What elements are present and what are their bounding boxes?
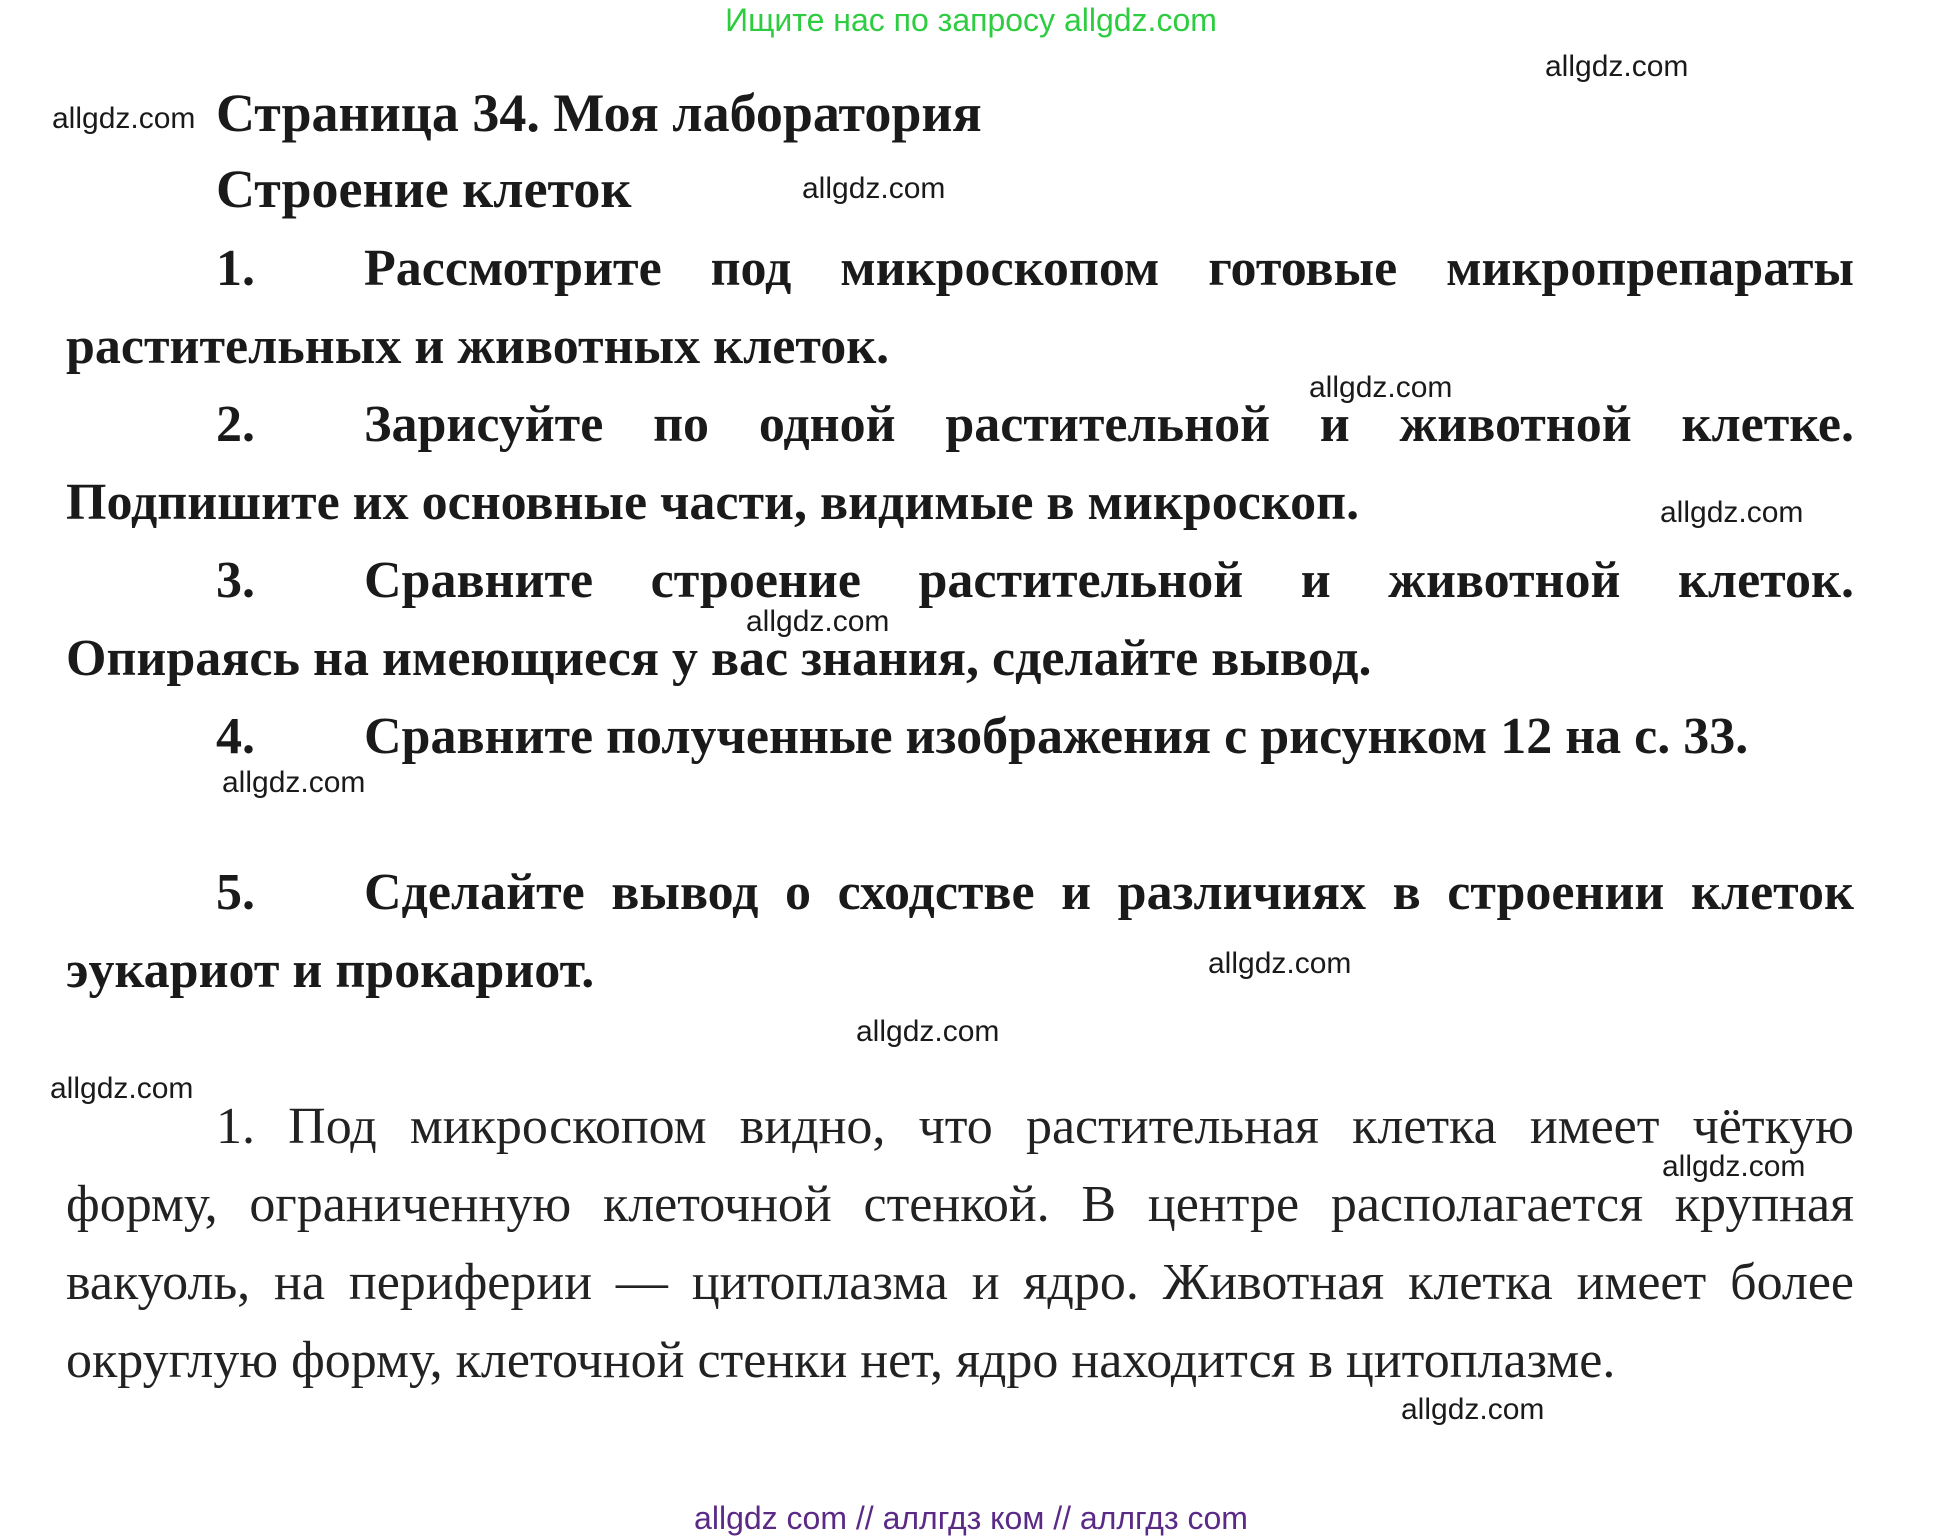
task-item xyxy=(66,854,1854,1010)
watermark: allgdz.com xyxy=(1545,50,1689,83)
task-text: Рассмотрите под микроскопом готовые микропрепараты растительных и животных клеток. xyxy=(66,240,1854,375)
watermark: allgdz.com xyxy=(1662,1150,1806,1183)
watermark: allgdz.com xyxy=(802,172,946,205)
watermark: allgdz.com xyxy=(50,1072,194,1105)
watermark: allgdz.com xyxy=(1660,496,1804,529)
task-number: 2. xyxy=(216,396,255,453)
task-text: Сравните строение растительной и животной клеток. Опираясь на имеющиеся у вас знания, сделайте вывод. xyxy=(66,552,1854,687)
watermark: allgdz.com xyxy=(1401,1393,1545,1426)
search-banner: Ищите нас по запросу allgdz.com xyxy=(725,2,1217,38)
footer-links: allgdz com // аллгдз ком // аллгдз com xyxy=(694,1500,1248,1536)
task-number: 5. xyxy=(216,864,255,921)
task-text: Зарисуйте по одной растительной и животной клетке. Подпишите их основные части, видимые в микроскоп. xyxy=(66,396,1854,531)
task-item xyxy=(66,542,1854,698)
watermark: allgdz.com xyxy=(222,766,366,799)
page-title: Страница 34. Моя лаборатория xyxy=(216,83,982,143)
watermark: allgdz.com xyxy=(52,102,196,135)
answer-paragraph: 1. Под микроскопом видно, что растительная клетка имеет чёткую форму, ограниченную клеточной стенкой. В центре располагается крупная вакуоль, на периферии — цитоплазма и ядро. Животная клетка имеет более округлую форму, клеточной стенки нет, ядро находится в цитоплазме. xyxy=(66,1098,1854,1389)
task-number: 3. xyxy=(216,552,255,609)
task-item xyxy=(66,386,1854,542)
watermark: allgdz.com xyxy=(856,1015,1000,1048)
section-title: Строение клеток xyxy=(216,159,632,219)
task-text: Сделайте вывод о сходстве и различиях в строении клеток эукариот и прокариот. xyxy=(66,864,1854,999)
task-item xyxy=(66,698,1854,776)
watermark: allgdz.com xyxy=(1208,947,1352,980)
task-item xyxy=(66,230,1854,386)
task-number: 1. xyxy=(216,240,255,297)
task-number: 4. xyxy=(216,708,255,765)
task-text: Сравните полученные изображения с рисунком 12 на с. 33. xyxy=(364,708,1749,765)
watermark: allgdz.com xyxy=(1309,371,1453,404)
watermark: allgdz.com xyxy=(746,605,890,638)
